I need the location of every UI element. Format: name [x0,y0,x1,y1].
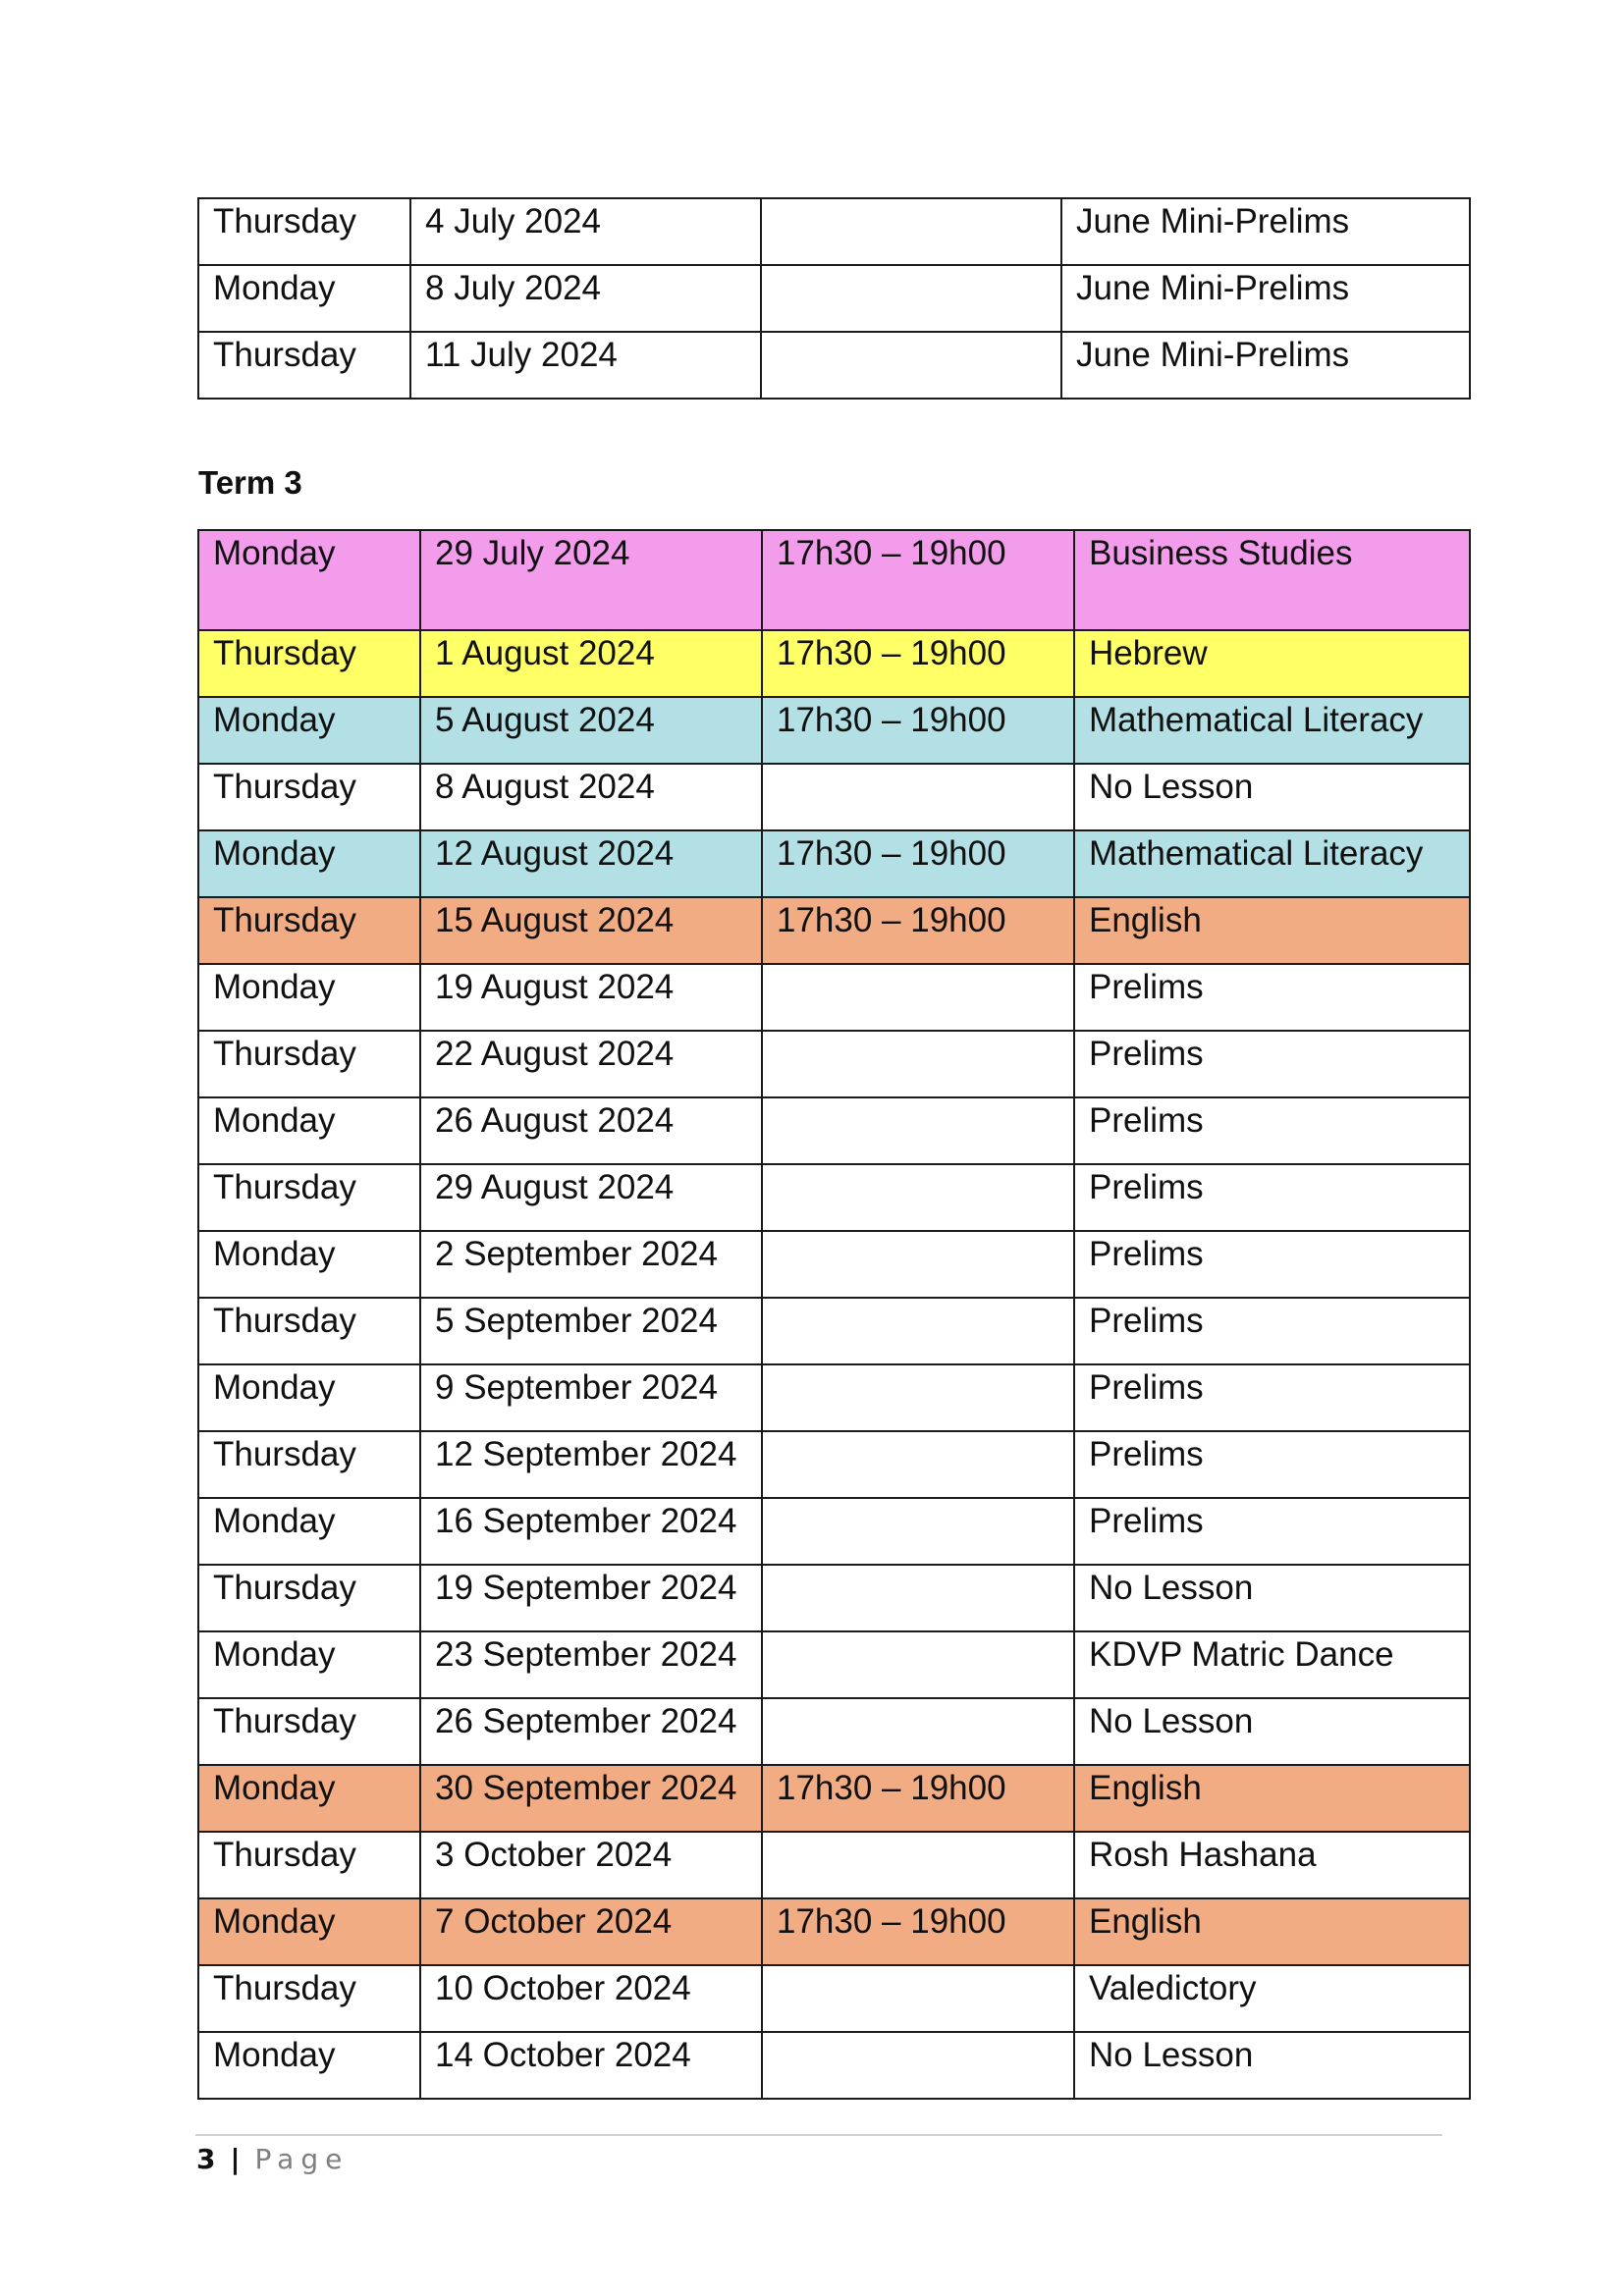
cell-date: 11 July 2024 [410,332,761,399]
footer-separator: | [230,2143,241,2175]
table-row [198,1364,1470,1431]
cell-subject: Mathematical Literacy [1074,830,1470,897]
table-row [198,198,1470,265]
cell-subject: Prelims [1074,1231,1470,1298]
cell-subject: Prelims [1074,1097,1470,1164]
schedule-table-body [198,198,1470,399]
page-number: 3 [196,2143,216,2175]
term-3-table-body [198,530,1470,2099]
cell-time [762,2032,1074,2099]
cell-day: Thursday [198,630,420,697]
cell-subject: Prelims [1074,1164,1470,1231]
table-row [198,1765,1470,1832]
footer-divider [195,2134,1442,2136]
table-row [198,1698,1470,1765]
cell-day: Monday [198,830,420,897]
cell-day: Thursday [198,1431,420,1498]
cell-day: Monday [198,1631,420,1698]
table-row [198,697,1470,764]
table-row [198,1164,1470,1231]
cell-time: 17h30 – 19h00 [762,897,1074,964]
cell-date: 16 September 2024 [420,1498,762,1565]
cell-time [761,198,1061,265]
cell-subject: June Mini-Prelims [1061,265,1470,332]
cell-day: Monday [198,265,410,332]
cell-date: 12 August 2024 [420,830,762,897]
cell-subject: Hebrew [1074,630,1470,697]
cell-date: 29 August 2024 [420,1164,762,1231]
table-row [198,964,1470,1031]
cell-subject: Prelims [1074,1298,1470,1364]
cell-subject: Valedictory [1074,1965,1470,2032]
table-row [198,764,1470,830]
cell-day: Monday [198,1765,420,1832]
cell-date: 10 October 2024 [420,1965,762,2032]
cell-day: Monday [198,697,420,764]
cell-time [762,1698,1074,1765]
table-row [198,1631,1470,1698]
cell-time [762,764,1074,830]
cell-time [762,1965,1074,2032]
table-row [198,530,1470,630]
cell-date: 1 August 2024 [420,630,762,697]
cell-date: 15 August 2024 [420,897,762,964]
cell-subject: Prelims [1074,1498,1470,1565]
cell-time [761,265,1061,332]
cell-day: Thursday [198,1698,420,1765]
cell-day: Monday [198,1231,420,1298]
cell-day: Thursday [198,897,420,964]
cell-date: 2 September 2024 [420,1231,762,1298]
cell-time [762,1631,1074,1698]
cell-time [762,1565,1074,1631]
cell-subject: English [1074,897,1470,964]
cell-day: Thursday [198,332,410,399]
cell-day: Monday [198,964,420,1031]
cell-time: 17h30 – 19h00 [762,1765,1074,1832]
cell-day: Thursday [198,1965,420,2032]
cell-day: Monday [198,1898,420,1965]
cell-time [762,1298,1074,1364]
cell-date: 19 September 2024 [420,1565,762,1631]
cell-day: Monday [198,1364,420,1431]
cell-time: 17h30 – 19h00 [762,697,1074,764]
cell-time [762,1231,1074,1298]
cell-date: 3 October 2024 [420,1832,762,1898]
cell-day: Thursday [198,1031,420,1097]
cell-date: 23 September 2024 [420,1631,762,1698]
table-row [198,1231,1470,1298]
cell-date: 9 September 2024 [420,1364,762,1431]
cell-time: 17h30 – 19h00 [762,530,1074,630]
cell-date: 5 August 2024 [420,697,762,764]
cell-day: Thursday [198,764,420,830]
cell-subject: Prelims [1074,1431,1470,1498]
table-row [198,1832,1470,1898]
cell-time [762,964,1074,1031]
cell-time [762,1832,1074,1898]
cell-date: 5 September 2024 [420,1298,762,1364]
table-row [198,1031,1470,1097]
cell-date: 19 August 2024 [420,964,762,1031]
cell-date: 30 September 2024 [420,1765,762,1832]
page-footer [196,2140,349,2179]
cell-time [762,1431,1074,1498]
table-row [198,1498,1470,1565]
cell-subject: Prelims [1074,1364,1470,1431]
table-row [198,1431,1470,1498]
cell-subject: No Lesson [1074,1565,1470,1631]
cell-day: Thursday [198,1832,420,1898]
table-row [198,830,1470,897]
cell-day: Thursday [198,1164,420,1231]
cell-time [762,1364,1074,1431]
table-row [198,1097,1470,1164]
cell-day: Monday [198,530,420,630]
cell-date: 12 September 2024 [420,1431,762,1498]
cell-day: Thursday [198,198,410,265]
cell-time: 17h30 – 19h00 [762,630,1074,697]
cell-date: 14 October 2024 [420,2032,762,2099]
cell-date: 8 July 2024 [410,265,761,332]
table-row [198,265,1470,332]
term-3-heading: Term 3 [198,464,302,501]
cell-subject: Rosh Hashana [1074,1832,1470,1898]
cell-time [761,332,1061,399]
cell-time: 17h30 – 19h00 [762,830,1074,897]
table-row [198,1965,1470,2032]
cell-subject: Mathematical Literacy [1074,697,1470,764]
table-row [198,897,1470,964]
cell-subject: No Lesson [1074,764,1470,830]
cell-date: 29 July 2024 [420,530,762,630]
cell-subject: English [1074,1765,1470,1832]
table-row [198,1898,1470,1965]
cell-date: 4 July 2024 [410,198,761,265]
cell-date: 8 August 2024 [420,764,762,830]
cell-time [762,1498,1074,1565]
schedule-table-continued [197,197,1471,400]
cell-subject: No Lesson [1074,2032,1470,2099]
cell-subject: Prelims [1074,1031,1470,1097]
table-row [198,1565,1470,1631]
cell-date: 26 September 2024 [420,1698,762,1765]
cell-subject: Prelims [1074,964,1470,1031]
cell-subject: KDVP Matric Dance [1074,1631,1470,1698]
cell-date: 7 October 2024 [420,1898,762,1965]
page-label: Page [254,2143,350,2175]
cell-day: Monday [198,2032,420,2099]
term-3-schedule-table [197,529,1471,2100]
cell-time [762,1097,1074,1164]
table-row [198,332,1470,399]
cell-subject: June Mini-Prelims [1061,332,1470,399]
table-row [198,2032,1470,2099]
cell-date: 22 August 2024 [420,1031,762,1097]
cell-subject: June Mini-Prelims [1061,198,1470,265]
cell-time [762,1164,1074,1231]
table-row [198,630,1470,697]
cell-time [762,1031,1074,1097]
table-row [198,1298,1470,1364]
cell-date: 26 August 2024 [420,1097,762,1164]
cell-day: Monday [198,1097,420,1164]
cell-subject: No Lesson [1074,1698,1470,1765]
cell-time: 17h30 – 19h00 [762,1898,1074,1965]
cell-day: Thursday [198,1298,420,1364]
cell-subject: Business Studies [1074,530,1470,630]
cell-day: Monday [198,1498,420,1565]
cell-day: Thursday [198,1565,420,1631]
cell-subject: English [1074,1898,1470,1965]
